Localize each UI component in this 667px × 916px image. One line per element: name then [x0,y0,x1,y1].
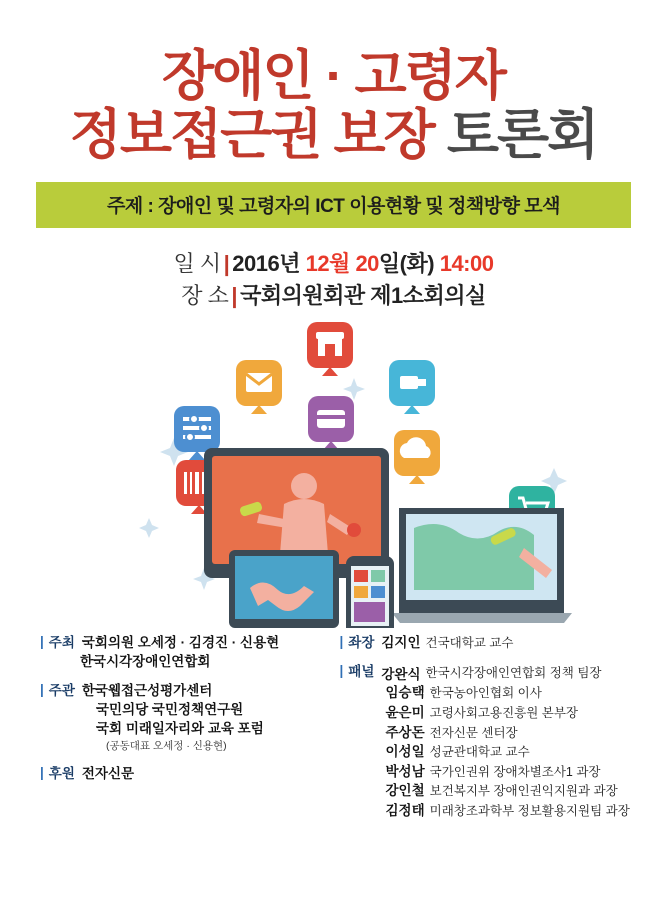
date-day-suffix: 일(화) [378,251,440,277]
place-value: 국회의원회관 제1소회의실 [240,283,486,309]
date-label: 일 시 [173,251,221,277]
panelist-affiliation: 고령사회고용진흥원 본부장 [429,705,578,720]
tick-icon: | [339,634,344,650]
panelist-row [340,762,628,782]
tick-icon: | [40,764,44,780]
panelist-affiliation: 국가인권위 장애차별조사1 과장 [429,764,601,779]
mail-icon [236,360,282,414]
credit-organizer-sub-2: 국회 미래일자리와 교육 포럼 [96,721,264,737]
panelist-affiliation: 한국농아인협회 이사 [429,686,542,701]
panel-head [340,663,628,683]
tick-icon: | [40,682,44,698]
store-icon [307,322,353,376]
panelist-row [340,723,628,743]
title-line-2 [18,107,649,164]
credit-organizer-value: 한국웹접근성평가센터 [81,683,213,699]
credit-organizer-head [40,682,328,700]
handshake-tablet [229,550,339,628]
panelist-name: 윤은미 [385,704,425,720]
credits-left-column [40,634,334,831]
panelist-name: 강인철 [385,783,425,799]
event-date-row [18,248,649,280]
illustration-svg [54,318,614,628]
tick-icon: | [339,663,344,679]
panelist-name: 강완식 [381,667,421,683]
credit-group-panel [340,663,628,820]
usb-icon [389,360,435,414]
panelist-row [340,781,628,801]
credit-sponsor-value: 전자신문 [81,765,135,781]
place-label: 장 소 [181,283,229,309]
title-line-2-accent: 토론회 [446,105,598,166]
credit-host-value: 국회의원 오세정 · 김경진 · 신용현 [81,635,280,651]
credit-organizer-sub-1: 국민의당 국민정책연구원 [96,701,244,717]
event-meta [18,248,649,312]
card-icon [308,396,354,450]
title-line-1: 장애인 · 고령자 [162,46,505,106]
credit-host-role: 주최 [48,635,75,651]
credits [18,634,649,831]
place-separator: | [231,283,238,309]
credit-group-moderator [340,634,628,652]
credit-organizer-note: (공동대표 오세정 · 신용현) [106,740,227,753]
date-separator: | [223,251,230,277]
panelist-affiliation: 한국시각장애인연합회 정책 팀장 [425,666,602,681]
panelist-name: 임승택 [385,685,425,701]
panelist-row [340,742,628,762]
panelist-affiliation: 보건복지부 장애인권익지원과 과장 [429,784,618,799]
date-month-day: 12월 20 [305,251,379,277]
credit-organizer-role: 주관 [48,683,75,699]
smartphone-device [346,556,394,628]
credit-host-head [40,634,328,652]
date-year: 2016년 [232,251,306,277]
panelist-affiliation: 전자신문 센터장 [429,725,518,740]
credit-sponsor-head [40,765,328,783]
illustration [18,318,649,628]
credit-moderator-role: 좌장 [348,635,375,651]
panelist-row [340,703,628,723]
panelist-name: 이성일 [385,744,425,760]
credit-group-sponsor [40,765,328,783]
credit-sponsor-role: 후원 [48,765,75,781]
tick-icon: | [40,634,44,650]
title-line-2-main: 정보접근권 보장 [69,105,447,166]
credit-group-organizer [40,682,328,753]
title-block [18,0,649,164]
credit-host-sub-1: 한국시각장애인연합회 [80,653,211,669]
panelist-row [340,801,628,821]
date-time: 14:00 [439,251,494,277]
event-place-row [18,280,649,312]
credit-moderator-affiliation: 건국대학교 교수 [425,636,514,651]
subject-bar: 주제 : 장애인 및 고령자의 ICT 이용현황 및 정책방향 모색 [36,182,631,228]
credit-moderator-name: 김지인 [381,635,421,651]
credit-moderator-head [340,634,628,652]
credit-group-host [40,634,328,671]
panelist-affiliation: 성균관대학교 교수 [429,745,530,760]
panelist-row [340,683,628,703]
panelist-affiliation: 미래창조과학부 정보활용지원팀 과장 [429,803,630,818]
credits-right-column [334,634,628,831]
laptop-device [392,508,572,623]
panel-role-label: 패널 [348,664,375,680]
panelist-name: 김정태 [385,802,425,818]
cloud-icon [394,430,440,484]
panelist-name: 주상돈 [385,724,425,740]
panelist-name: 박성남 [385,763,425,779]
